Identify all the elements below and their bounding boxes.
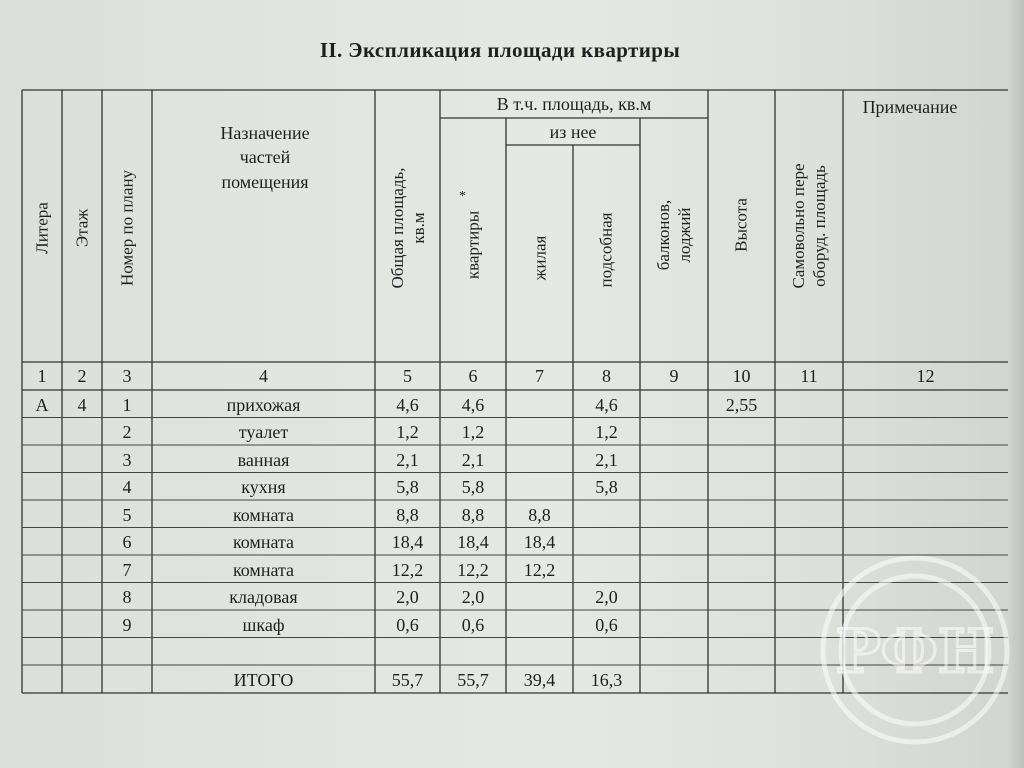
table-cell-name: шкаф — [242, 614, 285, 635]
header-naznachenie-line3: помещения — [221, 171, 309, 192]
header-obshaya-line1: Общая площадь, — [387, 167, 407, 289]
table-cell-name: комната — [232, 559, 295, 580]
header-samovolno-line1: Самовольно пере — [788, 163, 808, 289]
table-cell-name: комната — [232, 532, 295, 553]
table-cell-litera: А — [35, 394, 49, 415]
table-cell-name: комната — [232, 504, 295, 525]
header-vysota: Высота — [731, 198, 751, 252]
column-number: 6 — [468, 366, 478, 386]
table-cell-name: ванная — [237, 449, 290, 470]
table-cell-pods: 0,6 — [595, 614, 618, 635]
column-number: 9 — [669, 366, 679, 386]
header-kvartiry: квартиры — [463, 210, 483, 280]
header-iz-nee: из нее — [549, 122, 597, 142]
table-cell-nomer: 9 — [122, 614, 132, 635]
header-primechanie: Примечание — [862, 97, 958, 117]
table-cell-name: кладовая — [229, 587, 298, 608]
total-label: ИТОГО — [233, 669, 294, 690]
table-cell-kv: 2,1 — [461, 449, 485, 470]
column-number: 11 — [800, 366, 818, 386]
header-zhilaya: жилая — [530, 235, 550, 281]
total-zhilaya: 39,4 — [523, 669, 556, 690]
table-cell-nomer: 5 — [122, 504, 132, 525]
header-samovolno — [788, 163, 831, 288]
table-cell-total: 2,0 — [396, 587, 419, 608]
header-obshaya-line2: кв.м — [409, 212, 428, 244]
header-naznachenie — [220, 121, 309, 194]
table-cell-total: 5,8 — [396, 477, 419, 498]
table-cell-total: 18,4 — [391, 532, 424, 553]
column-number: 8 — [602, 366, 611, 386]
svg-text:РФН: РФН — [835, 617, 995, 687]
table-cell-name: прихожая — [226, 394, 301, 415]
table-cell-kv: 5,8 — [461, 477, 485, 498]
table-cell-pods: 2,0 — [595, 587, 618, 608]
table-cell-zhil: 12,2 — [523, 559, 556, 580]
table-cell-name: туалет — [238, 422, 289, 443]
table-cell-pods: 2,1 — [595, 449, 618, 470]
table-cell-kv: 0,6 — [461, 614, 485, 635]
header-balkonov — [653, 200, 696, 271]
table-cell-name: кухня — [241, 477, 286, 498]
header-vtch: В т.ч. площадь, кв.м — [496, 94, 652, 114]
column-number: 3 — [122, 366, 132, 386]
table-cell-total: 8,8 — [396, 504, 419, 525]
table-cell-total: 1,2 — [396, 422, 419, 443]
column-number: 5 — [403, 366, 412, 386]
header-naznachenie-line1: Назначение — [220, 123, 310, 143]
header-naznachenie-line2: частей — [239, 147, 291, 168]
total-kvartiry: 55,7 — [457, 669, 489, 690]
table-cell-etazh: 4 — [77, 394, 87, 415]
table-cell-kv: 2,0 — [461, 587, 485, 608]
table-cell-kv: 1,2 — [461, 422, 485, 443]
table-cell-pods: 5,8 — [595, 477, 618, 498]
table-cell-kv: 8,8 — [461, 504, 485, 525]
table-cell-kv: 4,6 — [461, 394, 485, 415]
table-cell-nomer: 7 — [122, 559, 132, 580]
table-cell-total: 2,1 — [396, 449, 419, 470]
table-cell-kv: 18,4 — [457, 532, 489, 553]
table-cell-pods: 4,6 — [595, 394, 618, 415]
table-cell-nomer: 6 — [122, 532, 132, 553]
header-obshaya — [387, 167, 430, 288]
total-podsobnaya: 16,3 — [590, 669, 623, 690]
column-number: 12 — [916, 366, 935, 386]
table-cell-nomer: 1 — [122, 394, 132, 415]
column-number: 4 — [259, 366, 268, 386]
header-nomer: Номер по плану — [117, 169, 137, 287]
table-cell-nomer: 8 — [122, 587, 132, 608]
table-cell-zhil: 18,4 — [523, 532, 556, 553]
table-cell-total: 4,6 — [396, 394, 419, 415]
header-etazh: Этаж — [72, 208, 92, 248]
header-litera: Литера — [32, 202, 52, 254]
table-cell-kv: 12,2 — [457, 559, 489, 580]
column-number: 7 — [535, 366, 544, 386]
total-obshaya: 55,7 — [391, 669, 424, 690]
header-samovolno-line2: оборуд. площадь — [810, 165, 829, 287]
column-number: 1 — [37, 366, 47, 386]
column-number: 10 — [732, 366, 751, 386]
table-cell-zhil: 8,8 — [528, 504, 551, 525]
table-cell-pods: 1,2 — [595, 422, 618, 443]
header-podsobnaya: подсобная — [596, 212, 616, 288]
column-number: 2 — [77, 366, 87, 386]
table-cell-nomer: 2 — [122, 422, 132, 443]
header-balkonov-line1: балконов, — [653, 199, 673, 271]
table-cell-nomer: 3 — [122, 449, 132, 470]
header-kvartiry-mark: * — [459, 189, 466, 204]
table-cell-nomer: 4 — [122, 477, 132, 498]
table-cell-total: 12,2 — [391, 559, 424, 580]
table-cell-total: 0,6 — [396, 614, 419, 635]
document-title: II. Экспликация площади квартиры — [319, 38, 681, 62]
header-balkonov-line2: лоджий — [675, 207, 694, 263]
table-cell-vys: 2,55 — [725, 394, 758, 415]
